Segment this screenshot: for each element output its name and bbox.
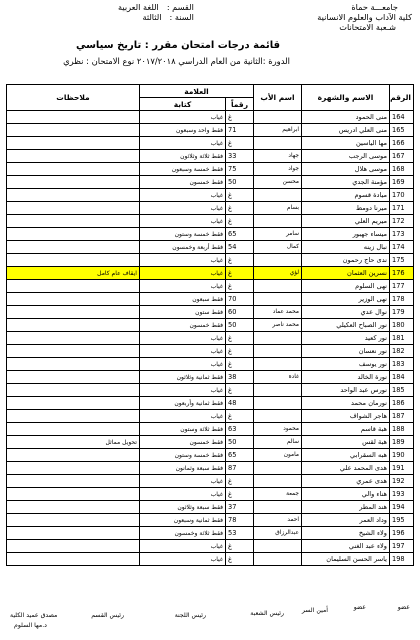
mark-words-cell: غياب [139,332,225,345]
mark-digits-cell: 75 [226,163,254,176]
table-row [7,215,414,228]
table-row [7,319,414,332]
row-number-cell: 172 [390,215,414,228]
mark-words-cell: فقط سبعون [139,293,225,306]
table-row [7,384,414,397]
member-sign-1: عضو [397,604,410,611]
student-name-cell: هاجر الشواف [302,410,390,423]
mark-digits-cell: غ [226,137,254,150]
mark-words-cell: فقط ثلاثة وخمسون [139,527,225,540]
student-name-cell: نور نعسان [302,345,390,358]
table-row [7,358,414,371]
secretary-sign: أمين السر [301,607,328,614]
department-value: اللغة العربية [118,2,159,12]
mark-digits-cell: 37 [226,501,254,514]
table-row [7,436,414,449]
mark-words-cell: فقط ستون [139,306,225,319]
table-row [7,124,414,137]
student-name-cell: نور كعيد [302,332,390,345]
father-name-cell: سامر [254,228,302,241]
mark-words-cell: فقط خمسون [139,319,225,332]
mark-words-cell: فقط خمسون [139,436,225,449]
mark-words-cell: فقط ثلاثة وثلاثون [139,150,225,163]
note-cell [7,319,140,332]
father-name-cell: كمال [254,241,302,254]
row-number-cell: 178 [390,293,414,306]
student-name-cell: منى الحمود [302,111,390,124]
year-value: الثالثة [142,12,162,22]
row-number-cell: 185 [390,384,414,397]
row-number-cell: 165 [390,124,414,137]
student-name-cell: نهى السلوم [302,280,390,293]
row-number-cell: 192 [390,475,414,488]
student-name-cell: نوال عدي [302,306,390,319]
student-name-cell: موسى هلال [302,163,390,176]
father-name-cell [254,111,302,124]
mark-digits-cell: 50 [226,176,254,189]
mark-words-cell: غياب [139,137,225,150]
mark-words-cell: غياب [139,111,225,124]
mark-words-cell: غياب [139,189,225,202]
division-head-sign: رئيس الشعبة [250,610,284,617]
row-number-cell: 182 [390,345,414,358]
table-row [7,111,414,124]
mark-words-cell: غياب [139,358,225,371]
table-row [7,371,414,384]
institution-block [317,2,412,32]
student-name-cell: مؤمنة الجدي [302,176,390,189]
row-number-cell: 191 [390,462,414,475]
mark-digits-cell: 48 [226,397,254,410]
mark-digits-cell: 50 [226,436,254,449]
father-name-cell [254,475,302,488]
note-cell [7,397,140,410]
table-row [7,488,414,501]
table-row [7,306,414,319]
mark-words-cell: غياب [139,475,225,488]
table-row [7,397,414,410]
student-name-cell: نورمان محمد [302,397,390,410]
mark-digits-cell: غ [226,215,254,228]
student-name-cell: نسرين العثمان [302,267,390,280]
student-name-cell: هبه السقرابي [302,449,390,462]
student-name-cell: ياسر الحسن السليمان [302,553,390,566]
mark-digits-cell: 63 [226,423,254,436]
note-cell [7,345,140,358]
father-name-cell [254,280,302,293]
col-header-digits: رقماً [226,98,254,111]
student-name-cell: هبة لقس [302,436,390,449]
row-number-cell: 190 [390,449,414,462]
mark-digits-cell: غ [226,553,254,566]
father-name-cell: سالم [254,436,302,449]
col-header-name: الاسم والشهرة [302,85,390,111]
table-row [7,293,414,306]
student-name-cell: نور يوسف [302,358,390,371]
father-name-cell [254,215,302,228]
student-name-cell: منى العلي ادريس [302,124,390,137]
note-cell [7,150,140,163]
mark-digits-cell: غ [226,332,254,345]
row-number-cell: 196 [390,527,414,540]
row-number-cell: 197 [390,540,414,553]
note-cell [7,475,140,488]
table-row [7,163,414,176]
note-cell [7,410,140,423]
father-name-cell [254,410,302,423]
mark-words-cell: فقط ثمانية وسبعون [139,514,225,527]
table-row [7,449,414,462]
dean-name: د.مها السلوم [14,622,47,629]
table-row [7,202,414,215]
father-name-cell [254,553,302,566]
mark-words-cell: فقط سبعة وثمانون [139,462,225,475]
mark-digits-cell: 71 [226,124,254,137]
note-cell [7,449,140,462]
mark-words-cell: غياب [139,384,225,397]
mark-words-cell: غياب [139,254,225,267]
father-name-cell: جواد [254,163,302,176]
note-cell [7,202,140,215]
table-row [7,475,414,488]
row-number-cell: 174 [390,241,414,254]
grades-table [6,84,414,566]
father-name-cell: لؤي [254,267,302,280]
student-name-cell: نورس عبد الواحد [302,384,390,397]
row-number-cell: 183 [390,358,414,371]
student-name-cell: نبال زينه [302,241,390,254]
signatures-footer [6,604,414,640]
student-name-cell: هناء والي [302,488,390,501]
father-name-cell [254,345,302,358]
mark-digits-cell: غ [226,111,254,124]
department-label: القسم : [166,2,194,12]
mark-digits-cell: غ [226,488,254,501]
mark-digits-cell: غ [226,540,254,553]
student-name-cell: وداد العمر [302,514,390,527]
mark-digits-cell: 38 [226,371,254,384]
table-row [7,553,414,566]
note-cell: ايقاف عام كامل [7,267,140,280]
row-number-cell: 164 [390,111,414,124]
mark-digits-cell: غ [226,475,254,488]
note-cell [7,293,140,306]
row-number-cell: 173 [390,228,414,241]
note-cell [7,540,140,553]
father-name-cell: محمود [254,423,302,436]
father-name-cell [254,137,302,150]
student-name-cell: مها الياسين [302,137,390,150]
student-name-cell: ميرنا دومط [302,202,390,215]
mark-words-cell: فقط خمسة وستون [139,449,225,462]
student-name-cell: موسى الرجب [302,150,390,163]
note-cell [7,241,140,254]
note-cell [7,254,140,267]
mark-digits-cell: 50 [226,319,254,332]
row-number-cell: 176 [390,267,414,280]
mark-digits-cell: 65 [226,449,254,462]
row-number-cell: 189 [390,436,414,449]
dept-head-sign: رئيس القسم [91,612,124,619]
father-name-cell: ابراهيم [254,124,302,137]
mark-words-cell: فقط خمسة وستون [139,228,225,241]
col-header-words: كتابة [139,98,225,111]
row-number-cell: 168 [390,163,414,176]
student-name-cell: ميساء جهبور [302,228,390,241]
row-number-cell: 181 [390,332,414,345]
father-name-cell [254,397,302,410]
col-header-notes: ملاحظات [7,85,140,111]
student-name-cell: هدى عمري [302,475,390,488]
mark-words-cell: غياب [139,488,225,501]
mark-digits-cell: غ [226,267,254,280]
mark-digits-cell: 87 [226,462,254,475]
note-cell [7,514,140,527]
note-cell [7,332,140,345]
father-name-cell [254,254,302,267]
table-row [7,137,414,150]
student-name-cell: ولاء الشيخ [302,527,390,540]
table-row [7,280,414,293]
course-info-block [118,2,194,22]
note-cell [7,215,140,228]
mark-words-cell: غياب [139,215,225,228]
mark-digits-cell: 33 [226,150,254,163]
dean-certification: مصدق عميد الكلية [10,612,58,619]
mark-words-cell: غياب [139,410,225,423]
note-cell [7,384,140,397]
note-cell [7,228,140,241]
mark-digits-cell: غ [226,358,254,371]
table-row [7,150,414,163]
col-header-father: اسم الأب [254,85,302,111]
student-name-cell: نهى الوزير [302,293,390,306]
father-name-cell [254,540,302,553]
mark-digits-cell: 53 [226,527,254,540]
father-name-cell [254,384,302,397]
col-header-mark: العلامة [139,85,253,98]
mark-words-cell: فقط ثلاثة وستون [139,423,225,436]
year-label: السنة : [169,12,194,22]
father-name-cell: جهاد [254,150,302,163]
table-row [7,254,414,267]
table-row [7,241,414,254]
mark-digits-cell: غ [226,280,254,293]
table-row [7,176,414,189]
row-number-cell: 194 [390,501,414,514]
mark-digits-cell: غ [226,254,254,267]
student-name-cell: نورة الخالد [302,371,390,384]
row-number-cell: 180 [390,319,414,332]
father-name-cell: محسن [254,176,302,189]
student-name-cell: نور الصباح العكيلي [302,319,390,332]
table-row [7,345,414,358]
table-row [7,332,414,345]
mark-words-cell: غياب [139,280,225,293]
father-name-cell [254,501,302,514]
mark-words-cell: فقط خمسون [139,176,225,189]
row-number-cell: 193 [390,488,414,501]
committee-head-sign: رئيس اللجنة [174,612,206,619]
father-name-cell: محمد ناصر [254,319,302,332]
page-title: قائمة درجات امتحان مقرر : تاريخ سياسي [75,40,280,51]
note-cell [7,462,140,475]
table-row [7,514,414,527]
table-row [7,228,414,241]
note-cell [7,306,140,319]
row-number-cell: 177 [390,280,414,293]
note-cell [7,553,140,566]
row-number-cell: 170 [390,189,414,202]
father-name-cell [254,189,302,202]
mark-words-cell: فقط ثمانية وثلاثون [139,371,225,384]
mark-digits-cell: 65 [226,228,254,241]
mark-digits-cell: غ [226,202,254,215]
father-name-cell: عبدالرزاق [254,527,302,540]
student-name-cell: ميريم العلي [302,215,390,228]
father-name-cell [254,332,302,345]
student-name-cell: ولاء عبد الغني [302,540,390,553]
mark-digits-cell: 78 [226,514,254,527]
father-name-cell: احمد [254,514,302,527]
mark-words-cell: فقط ثمانية وأربعون [139,397,225,410]
row-number-cell: 169 [390,176,414,189]
note-cell [7,423,140,436]
mark-digits-cell: 70 [226,293,254,306]
row-number-cell: 184 [390,371,414,384]
mark-digits-cell: غ [226,189,254,202]
student-name-cell: ميادة قسوم [302,189,390,202]
member-sign-2: عضو [353,604,366,611]
exams-office: شـعبة الامتحانات [339,22,396,32]
mark-words-cell: غياب [139,553,225,566]
table-row [7,462,414,475]
note-cell [7,189,140,202]
father-name-cell: بسام [254,202,302,215]
row-number-cell: 188 [390,423,414,436]
row-number-cell: 187 [390,410,414,423]
grades-table-body [7,111,414,566]
student-name-cell: هند المطر [302,501,390,514]
mark-digits-cell: غ [226,384,254,397]
mark-words-cell: فقط واحد وسبعون [139,124,225,137]
father-name-cell [254,293,302,306]
student-name-cell: هدى المحمد علي [302,462,390,475]
note-cell: تحويل مماثل [7,436,140,449]
table-row [7,540,414,553]
row-number-cell: 195 [390,514,414,527]
note-cell [7,124,140,137]
note-cell [7,527,140,540]
note-cell [7,501,140,514]
father-name-cell [254,462,302,475]
row-number-cell: 167 [390,150,414,163]
mark-words-cell: فقط خمسة وسبعون [139,163,225,176]
exam-session-info: الدورة :الثانية من العام الدراسي ٢٠١٧/٢٠١٨ نوع الامتحان : نظري [63,56,290,66]
row-number-cell: 179 [390,306,414,319]
row-number-cell: 171 [390,202,414,215]
mark-words-cell: غياب [139,267,225,280]
father-name-cell: محمد عماد [254,306,302,319]
mark-digits-cell: 54 [226,241,254,254]
mark-words-cell: غياب [139,202,225,215]
university-name: جامعـــة حماة [351,2,398,12]
mark-words-cell: غياب [139,540,225,553]
row-number-cell: 175 [390,254,414,267]
note-cell [7,358,140,371]
mark-words-cell: فقط أربعة وخمسون [139,241,225,254]
col-header-number: الرقم [390,85,414,111]
mark-digits-cell: غ [226,345,254,358]
mark-digits-cell: غ [226,410,254,423]
student-name-cell: هبة قاسم [302,423,390,436]
note-cell [7,280,140,293]
faculty-name: كلية الآداب والعلوم الانسانية [317,12,412,22]
mark-digits-cell: 60 [226,306,254,319]
note-cell [7,163,140,176]
table-row [7,423,414,436]
student-name-cell: ندى حاج رحمون [302,254,390,267]
note-cell [7,111,140,124]
note-cell [7,371,140,384]
note-cell [7,176,140,189]
row-number-cell: 186 [390,397,414,410]
mark-words-cell: غياب [139,345,225,358]
table-row [7,189,414,202]
document-header [0,0,420,78]
mark-words-cell: فقط سبعة وثلاثون [139,501,225,514]
father-name-cell: غادة [254,371,302,384]
row-number-cell: 198 [390,553,414,566]
note-cell [7,137,140,150]
father-name-cell: مامون [254,449,302,462]
table-row [7,410,414,423]
father-name-cell: جمعة [254,488,302,501]
note-cell [7,488,140,501]
father-name-cell [254,358,302,371]
row-number-cell: 166 [390,137,414,150]
table-row [7,501,414,514]
table-row [7,267,414,280]
table-row [7,527,414,540]
